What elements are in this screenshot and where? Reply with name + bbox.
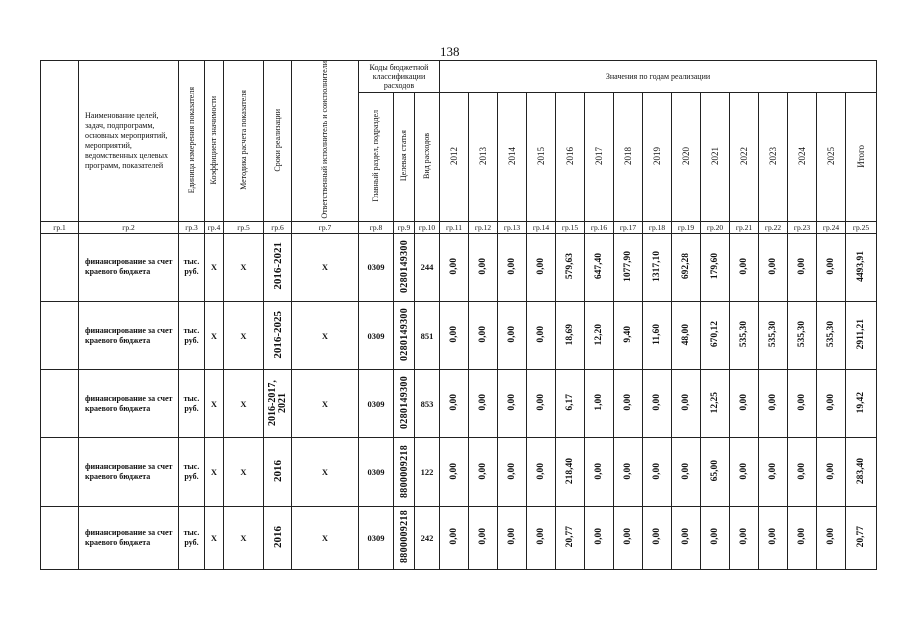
header-years-group: Значения по годам реализации (440, 61, 877, 93)
row-year-value-cell (527, 370, 556, 438)
table-row (41, 370, 877, 438)
group-label-cell: гр.12 (469, 221, 498, 233)
row-year-value-cell-text: 0,00 (768, 462, 779, 480)
row-terms-cell (264, 506, 292, 569)
row-year-value-cell-text: 0,00 (507, 394, 518, 412)
row-executor-cell: Х (292, 301, 359, 369)
row-year-value-cell-text: 11,60 (652, 324, 663, 345)
row-method-cell: Х (224, 438, 264, 506)
row-year-value-cell (788, 438, 817, 506)
row-year-value-cell-text: 535,30 (797, 321, 808, 348)
row-article-cell-text: 0280149300 (398, 308, 410, 362)
row-name-cell: финансирование за счет краевого бюджета (79, 370, 179, 438)
row-year-value-cell-text: 0,00 (623, 462, 634, 480)
row-total-cell (846, 233, 877, 301)
row-coef-cell: Х (205, 233, 224, 301)
row-year-value-cell-text: 0,00 (739, 528, 750, 546)
row-total-cell-text: 2911,21 (856, 319, 867, 350)
row-year-value-cell-text: 0,00 (507, 462, 518, 480)
row-year-value-cell (817, 438, 846, 506)
row-year-value-cell-text: 179,60 (710, 253, 721, 280)
row-year-value-cell-text: 0,00 (826, 257, 837, 275)
row-year-value-cell (643, 506, 672, 569)
row-year-value-cell (440, 506, 469, 569)
row-year-value-cell (440, 438, 469, 506)
row-year-value-cell (556, 233, 585, 301)
row-year-value-cell-text: 0,00 (449, 528, 460, 546)
row-terms-cell (264, 438, 292, 506)
header-year: 2018 (614, 93, 643, 222)
row-article-cell-text: 8800009218 (398, 510, 410, 564)
row-article-cell-text: 8800009218 (398, 444, 410, 498)
header-name: Наименование целей, задач, подпрограмм, основных мероприятий, мероприятий, ведомственных целевых программ, показателей (79, 61, 179, 222)
row-year-value-cell-text: 0,00 (536, 326, 547, 343)
row-number-cell (41, 301, 79, 369)
row-year-value-cell-text: 0,00 (826, 394, 837, 412)
row-year-value-cell (498, 370, 527, 438)
row-article-cell-text: 0280149300 (398, 376, 410, 430)
row-year-value-cell (759, 233, 788, 301)
row-expense-cell: 853 (415, 370, 440, 438)
row-year-value-cell (672, 301, 701, 369)
group-label-cell: гр.18 (643, 221, 672, 233)
row-total-cell-text: 19,42 (856, 392, 867, 414)
row-year-value-cell-text: 647,40 (594, 253, 605, 280)
row-total-cell-text: 283,40 (856, 457, 867, 485)
group-label-cell: гр.21 (730, 221, 759, 233)
row-year-value-cell (672, 370, 701, 438)
row-year-value-cell-text: 18,69 (565, 323, 576, 346)
row-year-value-cell-text: 0,00 (507, 528, 518, 546)
row-year-value-cell (614, 438, 643, 506)
row-year-value-cell (556, 438, 585, 506)
row-article-cell-text: 0280149300 (398, 239, 410, 293)
row-year-value-cell (527, 233, 556, 301)
row-number-cell (41, 438, 79, 506)
header-total: Итого (846, 93, 877, 222)
row-year-value-cell-text: 65,00 (710, 460, 721, 482)
row-year-value-cell (585, 233, 614, 301)
row-expense-cell: 244 (415, 233, 440, 301)
group-label-cell: гр.23 (788, 221, 817, 233)
row-total-cell (846, 438, 877, 506)
row-method-cell: Х (224, 301, 264, 369)
row-name-cell: финансирование за счет краевого бюджета (79, 233, 179, 301)
row-year-value-cell (585, 506, 614, 569)
row-year-value-cell-text: 0,00 (449, 394, 460, 412)
row-year-value-cell (469, 233, 498, 301)
row-year-value-cell-text: 579,63 (565, 253, 576, 280)
row-terms-cell (264, 233, 292, 301)
row-year-value-cell-text: 0,00 (826, 528, 837, 546)
row-year-value-cell-text: 0,00 (478, 528, 489, 546)
header-year: 2012 (440, 93, 469, 222)
row-total-cell-text: 4493,91 (856, 250, 867, 282)
row-year-value-cell-text: 0,00 (826, 462, 837, 480)
row-year-value-cell-text: 0,00 (536, 462, 547, 480)
row-coef-cell: Х (205, 301, 224, 369)
row-year-value-cell-text: 0,00 (797, 462, 808, 480)
group-label-cell: гр.20 (701, 221, 730, 233)
row-year-value-cell (469, 438, 498, 506)
row-number-cell (41, 233, 79, 301)
row-year-value-cell-text: 0,00 (652, 394, 663, 412)
header-blank-cell (41, 61, 79, 222)
row-year-value-cell (730, 233, 759, 301)
row-year-value-cell (730, 506, 759, 569)
row-year-value-cell-text: 0,00 (507, 326, 518, 343)
group-label-cell: гр.10 (415, 221, 440, 233)
row-year-value-cell-text: 0,00 (507, 257, 518, 275)
row-section-cell: 0309 (359, 438, 394, 506)
header-year: 2023 (759, 93, 788, 222)
row-year-value-cell (730, 438, 759, 506)
row-year-value-cell-text: 0,00 (478, 257, 489, 275)
group-label-cell: гр.2 (79, 221, 179, 233)
header-coef: Коэффициент значимости (205, 61, 224, 222)
row-method-cell: Х (224, 370, 264, 438)
header-year: 2017 (585, 93, 614, 222)
row-year-value-cell-text: 0,00 (681, 528, 692, 546)
row-year-value-cell (643, 370, 672, 438)
row-expense-cell: 122 (415, 438, 440, 506)
row-year-value-cell (527, 301, 556, 369)
row-name-cell: финансирование за счет краевого бюджета (79, 301, 179, 369)
row-year-value-cell-text: 0,00 (739, 462, 750, 480)
row-year-value-cell (469, 370, 498, 438)
row-year-value-cell-text: 692,28 (681, 253, 692, 280)
row-year-value-cell-text: 12,25 (710, 392, 721, 414)
row-year-value-cell-text: 0,00 (449, 257, 460, 275)
group-label-cell: гр.19 (672, 221, 701, 233)
row-year-value-cell (614, 370, 643, 438)
row-year-value-cell (614, 506, 643, 569)
row-year-value-cell (730, 370, 759, 438)
header-year: 2019 (643, 93, 672, 222)
row-year-value-cell (585, 438, 614, 506)
row-year-value-cell-text: 0,00 (652, 528, 663, 546)
row-total-cell (846, 506, 877, 569)
header-year: 2013 (469, 93, 498, 222)
row-year-value-cell (730, 301, 759, 369)
row-article-cell (394, 301, 415, 369)
row-unit-cell: тыс. руб. (179, 233, 205, 301)
row-year-value-cell-text: 0,00 (681, 394, 692, 412)
row-terms-cell (264, 301, 292, 369)
row-year-value-cell-text: 0,00 (797, 394, 808, 412)
header-executor: Ответственный исполнитель и соисполнители (292, 61, 359, 222)
row-year-value-cell (672, 438, 701, 506)
row-unit-cell: тыс. руб. (179, 301, 205, 369)
row-year-value-cell-text: 0,00 (681, 462, 692, 480)
table-row (41, 506, 877, 569)
row-unit-cell: тыс. руб. (179, 438, 205, 506)
row-year-value-cell-text: 0,00 (478, 394, 489, 412)
group-label-cell: гр.8 (359, 221, 394, 233)
row-year-value-cell (498, 233, 527, 301)
group-label-cell: гр.7 (292, 221, 359, 233)
row-unit-cell: тыс. руб. (179, 506, 205, 569)
row-year-value-cell-text: 48,00 (681, 323, 692, 346)
row-year-value-cell (759, 438, 788, 506)
row-year-value-cell (643, 301, 672, 369)
header-year: 2021 (701, 93, 730, 222)
header-target-article: Целевая статья (394, 93, 415, 222)
row-year-value-cell-text: 0,00 (797, 257, 808, 275)
row-year-value-cell (788, 301, 817, 369)
table-row (41, 438, 877, 506)
row-year-value-cell (701, 438, 730, 506)
row-year-value-cell-text: 0,00 (478, 326, 489, 343)
group-label-cell: гр.25 (846, 221, 877, 233)
row-year-value-cell-text: 0,00 (710, 528, 721, 546)
row-executor-cell: Х (292, 370, 359, 438)
row-year-value-cell-text: 0,00 (536, 257, 547, 275)
group-label-cell: гр.4 (205, 221, 224, 233)
row-year-value-cell (701, 370, 730, 438)
row-terms-cell-text: 2016 (271, 525, 284, 548)
row-year-value-cell (498, 506, 527, 569)
row-method-cell: Х (224, 506, 264, 569)
header-budget-codes: Коды бюджетной классификации расходов (359, 61, 440, 93)
row-year-value-cell (817, 506, 846, 569)
row-year-value-cell-text: 0,00 (623, 528, 634, 546)
row-terms-cell-text: 2016 (271, 460, 284, 483)
header-year: 2025 (817, 93, 846, 222)
header-main-section: Главный раздел, подраздел (359, 93, 394, 222)
row-year-value-cell-text: 535,30 (768, 321, 779, 348)
row-year-value-cell (614, 233, 643, 301)
group-label-cell: гр.6 (264, 221, 292, 233)
row-year-value-cell (527, 506, 556, 569)
group-label-cell: гр.16 (585, 221, 614, 233)
row-coef-cell: Х (205, 506, 224, 569)
row-year-value-cell-text: 0,00 (652, 462, 663, 480)
row-year-value-cell-text: 0,00 (594, 462, 605, 480)
row-year-value-cell-text: 0,00 (797, 528, 808, 546)
row-year-value-cell-text: 0,00 (449, 326, 460, 343)
row-year-value-cell (759, 506, 788, 569)
row-year-value-cell-text: 0,00 (768, 394, 779, 412)
row-section-cell: 0309 (359, 301, 394, 369)
row-year-value-cell (759, 370, 788, 438)
group-label-cell: гр.22 (759, 221, 788, 233)
header-year: 2022 (730, 93, 759, 222)
group-label-cell: гр.15 (556, 221, 585, 233)
row-total-cell-text: 20,77 (856, 526, 867, 548)
row-article-cell (394, 233, 415, 301)
row-terms-cell-text: 2016-2021 (271, 242, 284, 291)
row-year-value-cell (643, 438, 672, 506)
table-row (41, 233, 877, 301)
row-article-cell (394, 438, 415, 506)
header-method: Методика расчета показателя (224, 61, 264, 222)
group-label-cell: гр.13 (498, 221, 527, 233)
group-label-cell: гр.14 (527, 221, 556, 233)
group-label-cell: гр.5 (224, 221, 264, 233)
row-year-value-cell-text: 0,00 (536, 394, 547, 412)
row-year-value-cell (701, 301, 730, 369)
row-year-value-cell (643, 233, 672, 301)
row-year-value-cell-text: 0,00 (623, 394, 634, 412)
row-year-value-cell (556, 370, 585, 438)
row-year-value-cell (788, 506, 817, 569)
row-name-cell: финансирование за счет краевого бюджета (79, 438, 179, 506)
row-unit-cell: тыс. руб. (179, 370, 205, 438)
row-year-value-cell (556, 301, 585, 369)
row-year-value-cell-text: 20,77 (565, 526, 576, 548)
row-year-value-cell-text: 670,12 (710, 321, 721, 348)
group-label-cell: гр.11 (440, 221, 469, 233)
header-year: 2016 (556, 93, 585, 222)
group-number-row (41, 221, 877, 233)
row-year-value-cell-text: 1077,90 (623, 250, 634, 282)
table-row (41, 301, 877, 369)
row-year-value-cell-text: 0,00 (739, 394, 750, 412)
row-terms-cell (264, 370, 292, 438)
row-section-cell: 0309 (359, 506, 394, 569)
header-unit: Единица измерения показателя (179, 61, 205, 222)
row-year-value-cell-text: 0,00 (594, 528, 605, 546)
row-number-cell (41, 506, 79, 569)
row-year-value-cell (788, 233, 817, 301)
row-year-value-cell (614, 301, 643, 369)
row-year-value-cell (672, 506, 701, 569)
row-year-value-cell-text: 0,00 (739, 257, 750, 275)
row-article-cell (394, 370, 415, 438)
row-article-cell (394, 506, 415, 569)
row-year-value-cell (440, 370, 469, 438)
row-year-value-cell-text: 218,40 (565, 457, 576, 485)
header-terms: Сроки реализации (264, 61, 292, 222)
row-year-value-cell-text: 535,30 (826, 321, 837, 348)
row-year-value-cell (701, 506, 730, 569)
row-year-value-cell (759, 301, 788, 369)
row-terms-cell-text: 2016-2017, 2021 (266, 379, 288, 426)
row-year-value-cell (498, 438, 527, 506)
row-expense-cell: 851 (415, 301, 440, 369)
row-executor-cell: Х (292, 506, 359, 569)
row-year-value-cell-text: 6,17 (565, 394, 576, 412)
group-label-cell: гр.17 (614, 221, 643, 233)
row-year-value-cell (672, 233, 701, 301)
header-year: 2020 (672, 93, 701, 222)
row-year-value-cell (469, 301, 498, 369)
group-label-cell: гр.1 (41, 221, 79, 233)
row-terms-cell-text: 2016-2025 (271, 310, 284, 359)
row-year-value-cell (556, 506, 585, 569)
row-year-value-cell (527, 438, 556, 506)
row-year-value-cell (498, 301, 527, 369)
row-total-cell (846, 370, 877, 438)
header-year: 2015 (527, 93, 556, 222)
program-indicators-table (40, 60, 877, 570)
header-year: 2024 (788, 93, 817, 222)
row-section-cell: 0309 (359, 370, 394, 438)
row-year-value-cell-text: 0,00 (768, 528, 779, 546)
row-year-value-cell-text: 12,20 (594, 323, 605, 346)
row-method-cell: Х (224, 233, 264, 301)
row-total-cell (846, 301, 877, 369)
row-executor-cell: Х (292, 438, 359, 506)
row-year-value-cell-text: 0,00 (449, 462, 460, 480)
row-year-value-cell-text: 1317,10 (652, 250, 663, 282)
row-year-value-cell (788, 370, 817, 438)
row-year-value-cell (440, 233, 469, 301)
row-coef-cell: Х (205, 370, 224, 438)
group-label-cell: гр.24 (817, 221, 846, 233)
row-year-value-cell (817, 370, 846, 438)
row-year-value-cell (469, 506, 498, 569)
group-label-cell: гр.3 (179, 221, 205, 233)
header-year: 2014 (498, 93, 527, 222)
row-year-value-cell-text: 0,00 (536, 528, 547, 546)
row-name-cell: финансирование за счет краевого бюджета (79, 506, 179, 569)
row-year-value-cell-text: 535,30 (739, 321, 750, 348)
header-expense-type: Вид расходов (415, 93, 440, 222)
row-executor-cell: Х (292, 233, 359, 301)
row-year-value-cell (817, 233, 846, 301)
row-year-value-cell-text: 0,00 (478, 462, 489, 480)
row-year-value-cell (701, 233, 730, 301)
row-year-value-cell-text: 1,00 (594, 394, 605, 412)
page-number: 138 (440, 44, 460, 59)
row-number-cell (41, 370, 79, 438)
row-year-value-cell-text: 0,00 (768, 257, 779, 275)
row-section-cell: 0309 (359, 233, 394, 301)
row-year-value-cell (440, 301, 469, 369)
group-label-cell: гр.9 (394, 221, 415, 233)
row-year-value-cell-text: 9,40 (623, 326, 634, 343)
row-expense-cell: 242 (415, 506, 440, 569)
row-year-value-cell (817, 301, 846, 369)
row-year-value-cell (585, 301, 614, 369)
row-year-value-cell (585, 370, 614, 438)
row-coef-cell: Х (205, 438, 224, 506)
